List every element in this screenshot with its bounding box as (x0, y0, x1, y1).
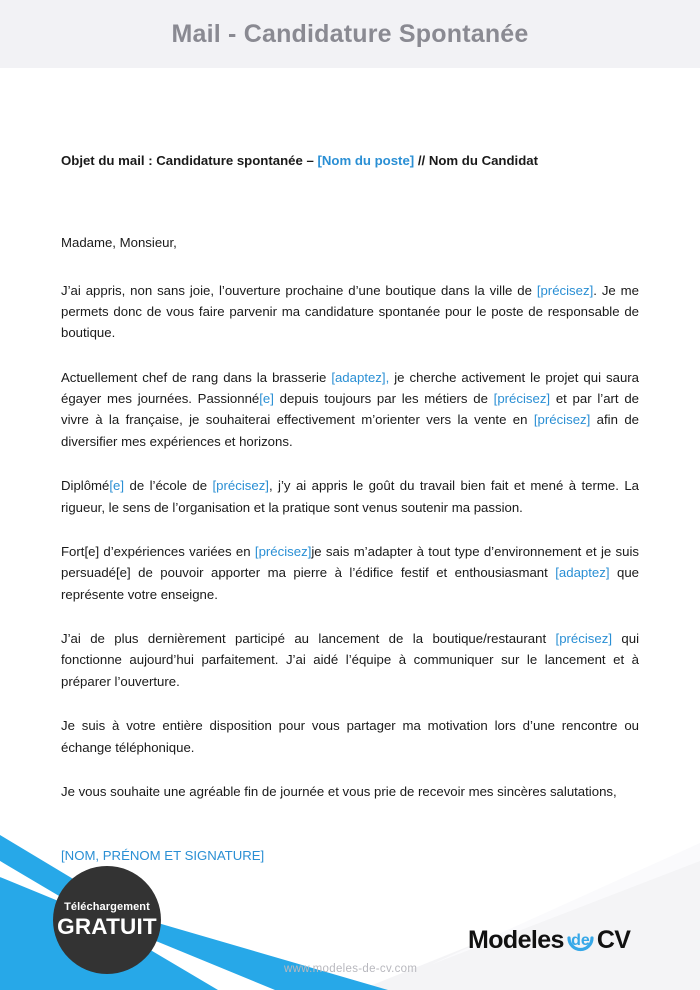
para-1-placeholder-1: [précisez] (536, 282, 594, 298)
badge-top-label: Téléchargement (64, 900, 150, 913)
para-5-text-2: qui fonctionne aujourd’hui parfaitement. J’ai aidé l’équipe à communiquer sur le lancement et à préparer l’ouverture. (61, 631, 640, 689)
para-2-text-6: et par l’art de vivre à la française, je souhaiterai effectivement m’orienter vers la vente en (61, 391, 639, 428)
para-7-text-0: Je vous souhaite une agréable fin de journée et vous prie de recevoir mes sincères salutations, (61, 783, 617, 799)
para-1 (61, 280, 639, 344)
para-6 (61, 715, 639, 758)
salutation: Madame, Monsieur, (61, 235, 177, 251)
para-4-text-4: que représente votre enseigne. (61, 565, 639, 602)
brand-logo (468, 925, 630, 955)
para-3-text-0: Diplômé (61, 478, 110, 494)
logo-de-mark (565, 925, 596, 955)
para-3-placeholder-3: [précisez] (212, 478, 269, 494)
para-4-text-0: Fort[e] d’expériences variées en (61, 543, 255, 559)
para-1-text-0: J’ai appris, non sans joie, l’ouverture prochaine d’une boutique dans la ville de (61, 282, 537, 298)
para-4-placeholder-1: [précisez] (254, 543, 312, 559)
logo-text-modeles: Modeles (468, 925, 564, 954)
paragraph-container (61, 280, 639, 803)
subject-prefix: Objet du mail : Candidature spontanée – (61, 153, 318, 168)
site-url: www.modeles-de-cv.com (284, 963, 418, 975)
badge-main-label: GRATUIT (57, 913, 157, 939)
para-4-text-2: je sais m’adapter à tout type d’environnement et je suis persuadé[e] de pouvoir apporter ma pierre à l’édifice festif et enthousiasmant (61, 543, 639, 581)
para-4 (61, 541, 639, 605)
para-5-text-0: J’ai de plus dernièrement participé au lancement de la boutique/restaurant (61, 631, 556, 647)
free-download-badge (53, 866, 161, 974)
para-2-text-2: je cherche activement le projet qui saura égayer mes journées. Passionné (61, 369, 640, 407)
para-2-text-8: afin de diversifier mes expériences et horizons. (61, 412, 639, 449)
para-3-text-4: , j’y ai appris le goût du travail bien fait et mené à terme. La rigueur, le sens de l’organisation et la pratique sont venus soutenir ma passion. (61, 478, 639, 515)
para-7 (61, 781, 639, 802)
subject-placeholder-job-title: [Nom du poste] (317, 153, 415, 168)
para-2-placeholder-3: [e] (259, 391, 274, 407)
page-title: Mail - Candidature Spontanée (171, 19, 529, 48)
para-2-placeholder-1: [adaptez], (331, 369, 390, 385)
para-2-text-0: Actuellement chef de rang dans la brasserie (61, 369, 332, 385)
para-1-text-2: . Je me permets donc de vous faire parvenir ma candidature spontanée pour le poste de responsable de boutique. (61, 282, 639, 341)
para-4-placeholder-3: [adaptez] (555, 565, 610, 581)
para-2-placeholder-5: [précisez] (493, 391, 551, 407)
signature-placeholder: [NOM, PRÉNOM ET SIGNATURE] (61, 848, 265, 864)
para-6-text-0: Je suis à votre entière disposition pour vous partager ma motivation lors d’une rencontre ou échange téléphonique. (61, 718, 639, 755)
logo-de-text: de (570, 932, 590, 949)
logo-text-cv: CV (596, 925, 631, 954)
page-header (0, 0, 700, 68)
para-3-placeholder-1: [e] (109, 478, 125, 494)
letter-body (61, 232, 639, 866)
para-2-text-4: depuis toujours par les métiers de (273, 391, 494, 407)
para-2 (61, 367, 639, 453)
para-3-text-2: de l’école de (124, 478, 213, 494)
subject-suffix: // Nom du Candidat (414, 153, 538, 168)
para-5 (61, 628, 639, 692)
email-subject-line (61, 151, 639, 170)
para-5-placeholder-1: [précisez] (555, 631, 612, 647)
document-body (61, 68, 639, 866)
para-2-placeholder-7: [précisez] (533, 412, 591, 428)
para-3 (61, 475, 639, 518)
